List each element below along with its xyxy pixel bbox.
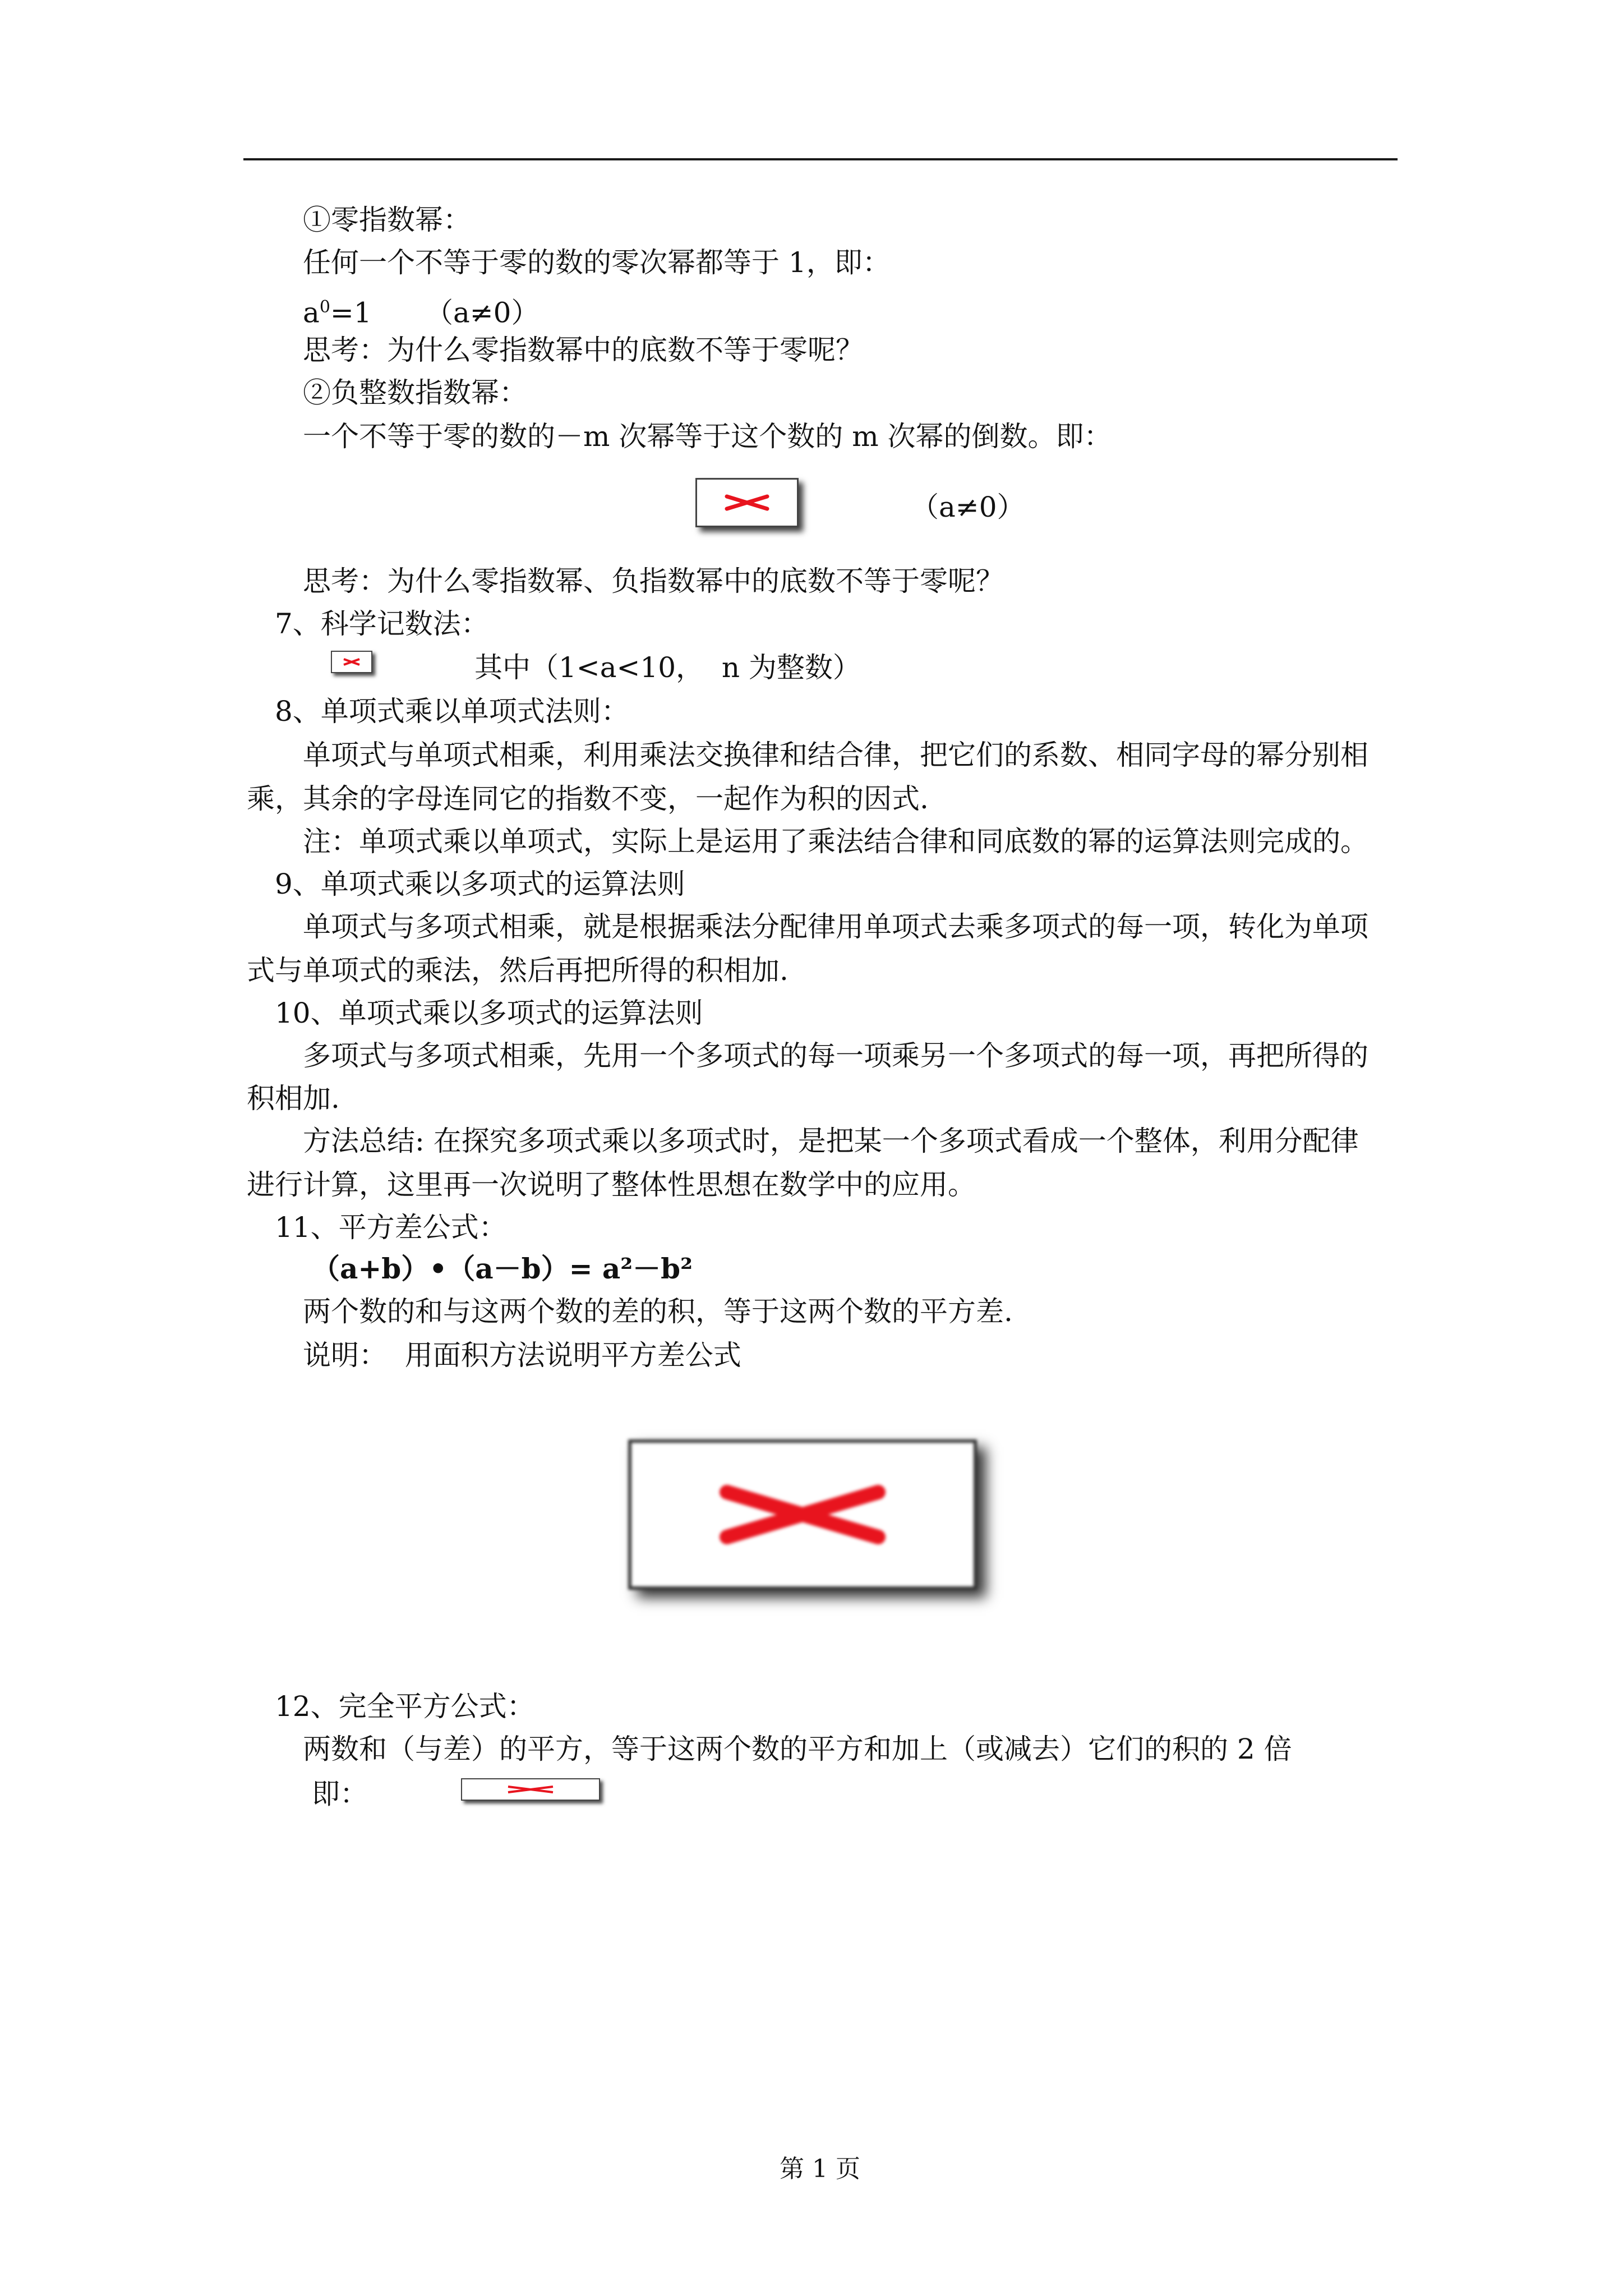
text-perfect-square-desc: 两数和（与差）的平方，等于这两个数的平方和加上（或减去）它们的积的 2 倍 (303, 1733, 1292, 1765)
text-explanation: 说明： 用面积方法说明平方差公式 (303, 1339, 741, 1372)
page-footer: 第 1 页 (780, 2155, 860, 2183)
broken-image-area-diagram (628, 1439, 977, 1590)
text-difference-of-squares-desc: 两个数的和与这两个数的差的积，等于这两个数的平方差. (303, 1295, 1013, 1328)
text-poly-poly-1: 多项式与多项式相乘，先用一个多项式的每一项乘另一个多项式的每一项，再把所得的 (303, 1039, 1368, 1072)
text-zero-exponent-heading: ①零指数幂： (303, 204, 471, 236)
broken-image-icon (718, 1484, 887, 1545)
text-method-summary-1: 方法总结: 在探究多项式乘以多项式时，是把某一个多项式看成一个整体，利用分配律 (303, 1125, 1359, 1157)
text-sci-notation-condition: 其中（1<a<10， n 为整数） (474, 651, 861, 684)
text-mono-poly-2: 式与单项式的乘法，然后再把所得的积相加. (247, 954, 789, 987)
text-poly-poly-2: 积相加. (247, 1082, 340, 1115)
formula-rest: =1 （a≠0） (330, 296, 540, 329)
text-namely: 即： (312, 1778, 368, 1810)
header-rule (243, 158, 1398, 160)
broken-image-formula-3 (461, 1778, 600, 1801)
text-section-9: 9、单项式乘以多项式的运算法则 (275, 868, 685, 900)
text-zero-exponent-rule: 任何一个不等于零的数的零次幂都等于 1，即： (303, 246, 891, 279)
broken-image-formula-1 (695, 478, 799, 527)
text-negative-exponent-rule: 一个不等于零的数的－m 次幂等于这个数的 m 次幂的倒数。即： (303, 420, 1112, 453)
formula-difference-of-squares: （a+b）•（a－b）= a²－b² (312, 1252, 693, 1285)
text-think-1: 思考：为什么零指数幂中的底数不等于零呢？ (303, 334, 864, 366)
text-section-11: 11、平方差公式： (275, 1211, 507, 1244)
formula-base: a (303, 296, 320, 329)
text-note: 注：单项式乘以单项式，实际上是运用了乘法结合律和同底数的幂的运算法则完成的。 (303, 825, 1368, 858)
text-mono-mono-1: 单项式与单项式相乘，利用乘法交换律和结合律，把它们的系数、相同字母的幂分别相 (303, 739, 1368, 771)
formula-zero-exponent (303, 289, 540, 331)
text-condition-a-not-zero: （a≠0） (911, 491, 1025, 523)
text-section-8: 8、单项式乘以单项式法则： (275, 695, 629, 728)
text-section-10: 10、单项式乘以多项式的运算法则 (275, 997, 703, 1029)
broken-image-icon (342, 657, 361, 666)
formula-exponent: 0 (319, 297, 330, 317)
text-section-12: 12、完全平方公式： (275, 1690, 535, 1723)
broken-image-formula-2 (331, 651, 372, 673)
broken-image-icon (505, 1785, 556, 1794)
broken-image-icon (725, 494, 769, 511)
text-method-summary-2: 进行计算，这里再一次说明了整体性思想在数学中的应用。 (247, 1168, 976, 1201)
text-negative-exponent-heading: ②负整数指数幂： (303, 376, 527, 409)
text-think-2: 思考：为什么零指数幂、负指数幂中的底数不等于零呢？ (303, 565, 1004, 597)
text-section-7: 7、科学记数法： (275, 608, 489, 640)
text-mono-poly-1: 单项式与多项式相乘，就是根据乘法分配律用单项式去乘多项式的每一项，转化为单项 (303, 910, 1368, 943)
text-mono-mono-2: 乘，其余的字母连同它的指数不变，一起作为积的因式. (247, 783, 929, 815)
